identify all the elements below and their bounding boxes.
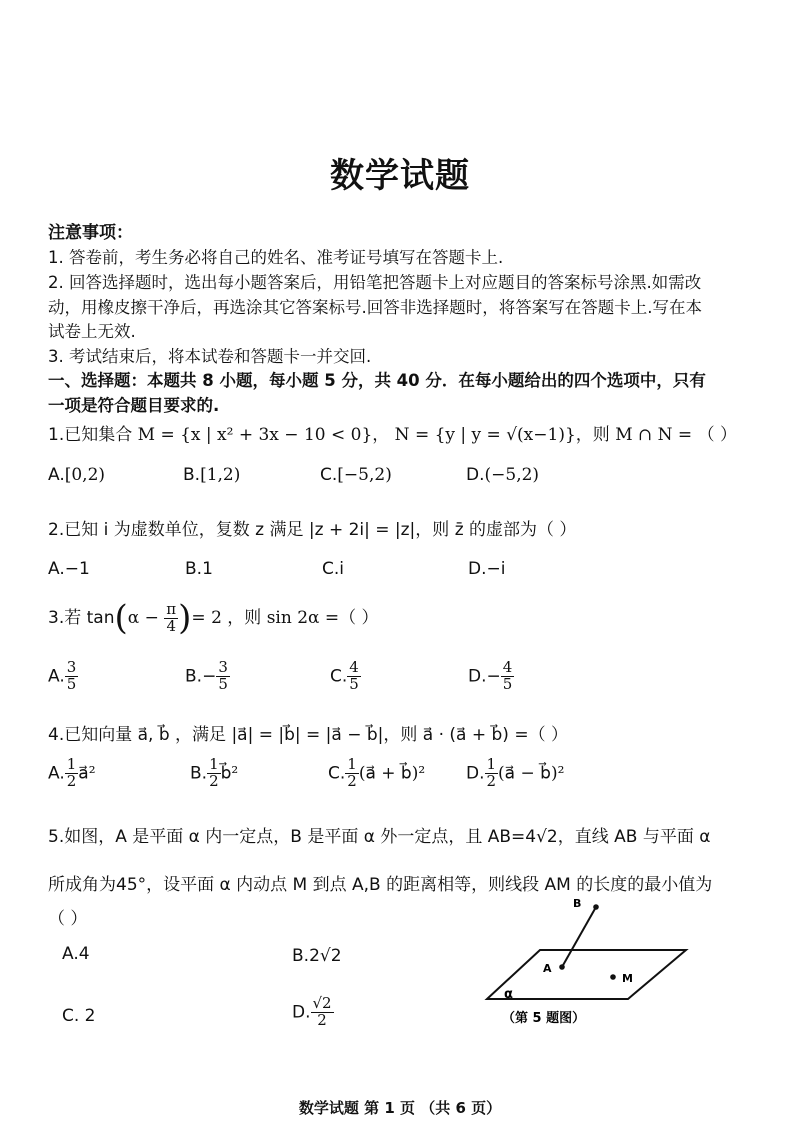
q4-option-a-den: 2 <box>66 771 77 790</box>
q1-option-c-label: C. <box>320 465 338 485</box>
q1-option-d[interactable] <box>466 465 539 485</box>
q3-stem-a: 3.若 tan <box>48 608 115 628</box>
q3-option-c-den: 5 <box>349 674 359 693</box>
q5-option-b[interactable]: B.2√2 <box>292 946 342 966</box>
q4-option-a[interactable] <box>48 757 96 790</box>
note-2a: 2. 回答选择题时，选出每小题答案后，用铅笔把答题卡上对应题目的答案标号涂黑.如需改 <box>48 273 702 292</box>
segment-ab <box>562 907 596 967</box>
q1-stem-a: 1.已知集合 <box>48 425 133 445</box>
q3-option-b-num: 3 <box>218 658 228 676</box>
q5-option-d-num: √2 <box>312 994 332 1012</box>
q3-option-c[interactable] <box>330 660 361 693</box>
note-1: 1. 答卷前，考生务必将自己的姓名、准考证号填写在答题卡上. <box>48 248 504 267</box>
q5-line1: 5.如图，A 是平面 α 内一定点，B 是平面 α 外一定点，且 AB=4√2，直线 AB 与平面 α <box>48 827 711 847</box>
q5-option-d[interactable] <box>292 996 334 1029</box>
note-3: 3. 考试结束后，将本试卷和答题卡一并交回. <box>48 347 372 366</box>
q1-option-a[interactable] <box>48 465 105 485</box>
q1-expr: M ∩ N = <box>615 425 693 445</box>
q1-option-a-label: A. <box>48 465 65 485</box>
q1-set-m: M = {x | x² + 3x − 10 < 0} <box>137 425 373 445</box>
label-b: B <box>573 897 582 910</box>
section1-line2: 一项是符合题目要求的. <box>48 396 220 415</box>
q4-option-c-label: C. <box>328 763 346 784</box>
q4-option-b[interactable] <box>190 757 238 790</box>
q4-option-a-num: 1 <box>66 755 77 773</box>
q1-option-b-value: [1,2) <box>200 465 241 485</box>
note-2b: 动，用橡皮擦干净后，再选涂其它答案标号.回答非选择题时，将答案写在答题卡上.写在本 <box>48 298 702 317</box>
q3-option-a-num: 3 <box>66 658 77 676</box>
q3-stem-b: = 2 ，则 sin 2α =（ ） <box>191 608 379 628</box>
q3-option-b-den: 5 <box>218 674 228 693</box>
q3-option-c-num: 4 <box>349 658 359 676</box>
q4-option-b-num: 1 <box>209 755 219 773</box>
q3-four: 4 <box>166 616 176 635</box>
q4-option-c-num: 1 <box>347 755 357 773</box>
q3-option-b-label: B.− <box>185 666 217 687</box>
q2-option-b[interactable]: B.1 <box>185 559 213 579</box>
label-m: M <box>622 972 633 985</box>
q5-line2: 所成角为45°，设平面 α 内动点 M 到点 A,B 的距离相等，则线段 AM 的长度的最小值为 <box>48 875 713 895</box>
q4-option-d-den: 2 <box>486 771 497 790</box>
q1-option-b-label: B. <box>183 465 201 485</box>
q4-option-c-den: 2 <box>347 771 357 790</box>
q4-option-d-label: D. <box>466 763 485 784</box>
q3-option-d-num: 4 <box>502 658 513 676</box>
q5-option-a[interactable]: A.4 <box>62 944 90 964</box>
q4-option-b-tail: b⃗² <box>220 763 239 784</box>
q4-stem: 4.已知向量 a⃗, b⃗ ，满足 |a⃗| = |b⃗| = |a⃗ − b⃗|，则 a⃗ · (a⃗ + b⃗) =（ ） <box>48 725 568 745</box>
figure-caption: （第 5 题图） <box>502 1011 586 1026</box>
q1-option-a-value: [0,2) <box>64 465 106 485</box>
q3-option-a-den: 5 <box>66 674 77 693</box>
q3-option-d-den: 5 <box>502 674 513 693</box>
q4-option-a-tail: a⃗² <box>78 763 96 784</box>
q1-option-c-value: [−5,2) <box>337 465 392 485</box>
q2-option-d[interactable]: D.−i <box>468 559 506 579</box>
q2-option-a[interactable]: A.−1 <box>48 559 90 579</box>
q5-option-d-den: 2 <box>317 1010 327 1029</box>
point-b <box>593 904 599 910</box>
point-a <box>559 964 565 970</box>
q3-option-a-label: A. <box>48 666 65 687</box>
q1-stem-b: ，则 <box>575 425 610 445</box>
point-m <box>610 974 616 980</box>
q1-sep: ， <box>372 425 390 445</box>
q4-option-d-tail: (a⃗ − b⃗)² <box>498 763 565 784</box>
q1-stem <box>48 420 737 445</box>
q4-option-b-den: 2 <box>209 771 219 790</box>
q3-alpha-minus: α − <box>127 608 159 628</box>
q3-stem: 3.若 tan(α − $\frac{\pi}{4}$ )= 2 ，则 sin 2α =（ ） <box>48 598 379 638</box>
q5-paren: （ ） <box>48 909 88 929</box>
q3-pi-fraction <box>164 599 178 635</box>
q3-option-a[interactable] <box>48 660 78 693</box>
q1-paren: （ ） <box>697 425 737 445</box>
q4-option-d-num: 1 <box>486 755 497 773</box>
plane-alpha <box>487 950 686 999</box>
q1-option-d-value: (−5,2) <box>484 465 540 485</box>
q3-option-c-label: C. <box>330 666 348 687</box>
label-alpha: α <box>504 987 513 1002</box>
q4-option-d[interactable] <box>466 757 564 790</box>
q4-option-c[interactable] <box>328 757 425 790</box>
q2-option-c[interactable]: C.i <box>322 559 344 579</box>
section1-line1: 一、选择题：本题共 8 小题，每小题 5 分，共 40 分．在每小题给出的四个选项中，只有 <box>48 371 706 390</box>
q4-option-a-label: A. <box>48 763 65 784</box>
q5-option-c[interactable]: C. 2 <box>62 1006 96 1026</box>
page-title: 数学试题 <box>330 156 470 196</box>
q1-option-d-label: D. <box>466 465 485 485</box>
q3-option-d[interactable] <box>468 660 514 693</box>
q3-option-b[interactable] <box>185 660 230 693</box>
q3-pi: π <box>166 599 177 618</box>
q1-option-b[interactable] <box>183 465 240 485</box>
notes-heading: 注意事项： <box>48 223 133 243</box>
q4-option-b-label: B. <box>190 763 208 784</box>
q2-stem: 2.已知 i 为虚数单位，复数 z 满足 |z + 2i| = |z|，则 z̄ 的虚部为（ ） <box>48 520 577 540</box>
q5-option-d-label: D. <box>292 1002 311 1023</box>
label-a: A <box>543 962 552 975</box>
note-2c: 试卷上无效. <box>48 322 136 341</box>
q1-option-c[interactable] <box>320 465 392 485</box>
q1-set-n: N = {y | y = √(x−1)} <box>394 425 576 445</box>
page-footer: 数学试题 第 1 页 （共 6 页） <box>298 1099 502 1117</box>
q5-figure <box>480 895 700 1035</box>
q3-option-d-label: D.− <box>468 666 501 687</box>
q4-option-c-tail: (a⃗ + b⃗)² <box>358 763 426 784</box>
